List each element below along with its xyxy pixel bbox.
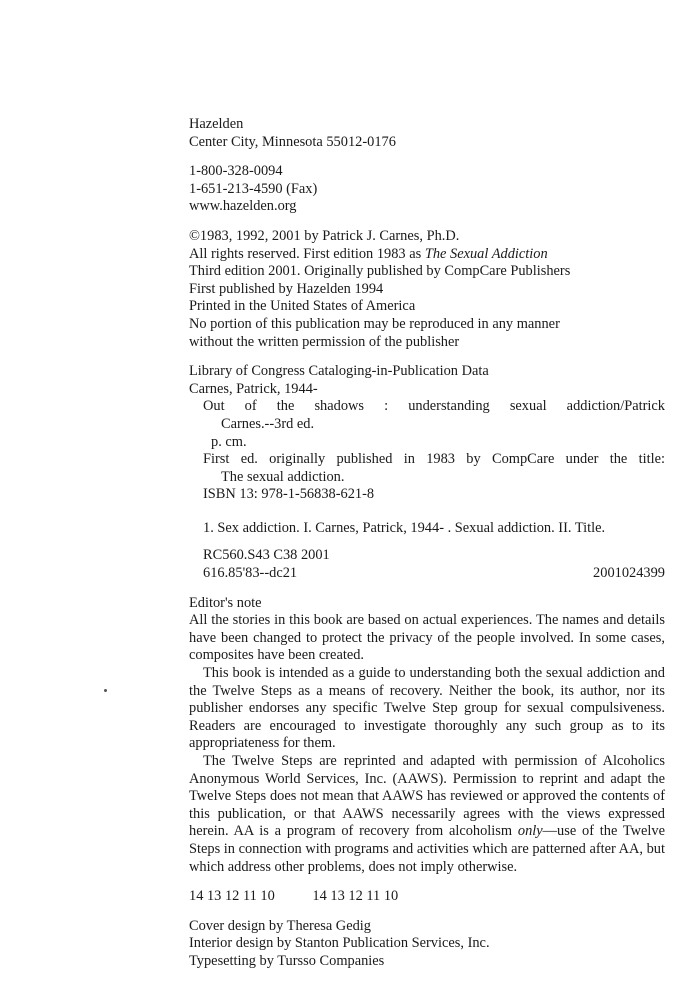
copyright-line: ©1983, 1992, 2001 by Patrick J. Carnes, Ph.D.: [189, 227, 460, 244]
cip-lccn: 2001024399: [593, 565, 665, 582]
contact-block: [189, 163, 665, 216]
publisher-fax: 1-651-213-4590 (Fax): [189, 180, 318, 197]
cip-author: Carnes, Patrick, 1944-: [189, 380, 318, 397]
printing-line-left: 14 13 12 11 10: [189, 888, 275, 905]
editors-note-para2: This book is intended as a guide to understanding both the sexual addiction and the Twelve Steps as a means of recovery. Neither the book, its author, nor its publisher endorses any specific Twelve Step group for sexual compulsiveness. Readers are encouraged to investigate thoroughly any such group as to its appropriateness for them.: [189, 665, 665, 752]
credits-block: [189, 918, 665, 971]
cip-dewey-row: [189, 565, 665, 583]
printed-line: Printed in the United States of America: [189, 298, 416, 315]
cip-heading: Library of Congress Cataloging-in-Publication Data: [189, 363, 489, 380]
cip-note-line1: First ed. originally published in 1983 by CompCare under the title:: [203, 451, 665, 468]
first-edition-title: The Sexual Addiction: [424, 245, 548, 262]
editors-note-heading: Editor's note: [189, 594, 262, 611]
interior-credit: Interior design by Stanton Publication Services, Inc.: [189, 935, 490, 952]
hazelden-line: First published by Hazelden 1994: [189, 280, 384, 297]
reproduction-line: No portion of this publication may be reproduced in any manner: [189, 315, 560, 332]
copyright-page: [189, 116, 665, 971]
copyright-block: [189, 228, 665, 351]
cover-credit: Cover design by Theresa Gedig: [189, 917, 371, 934]
stray-mark: [104, 689, 107, 692]
permission-line: without the written permission of the publisher: [189, 333, 460, 350]
typesetting-credit: Typesetting by Tursso Companies: [189, 952, 385, 969]
printing-line-right: 14 13 12 11 10: [312, 888, 399, 905]
publisher-website: www.hazelden.org: [189, 198, 297, 215]
cip-title-line2: Carnes.--3rd ed.: [221, 415, 315, 432]
cip-lc-class: RC560.S43 C38 2001: [203, 547, 330, 564]
editors-note-para3: The Twelve Steps are reprinted and adapted with permission of Alcoholics Anonymous World Services, Inc. (AAWS). Permission to reprint and adapt the Twelve Steps does not mean that AAWS has reviewed or approved the contents of this publication, or that AAWS necessarily agrees with the views expressed herein. AA is a program of recovery from alcoholism only—use of the Twelve Steps in connection with programs and activities which are patterned after AA, but which address other problems, does not imply otherwise.: [189, 753, 665, 875]
cip-block: [189, 363, 665, 583]
editors-note: [189, 595, 665, 877]
cip-dewey: 616.85'83--dc21: [203, 565, 298, 582]
cip-title-line1: Out of the shadows : understanding sexual addiction/Patrick: [203, 398, 665, 415]
publisher-block: [189, 116, 665, 151]
rights-line: All rights reserved. First edition 1983 as The Sexual Addiction: [189, 245, 548, 262]
cip-pages: p. cm.: [211, 433, 247, 450]
cip-note-line2: The sexual addiction.: [221, 468, 345, 485]
publisher-name: Hazelden: [189, 116, 244, 132]
publisher-phone: 1-800-328-0094: [189, 163, 283, 180]
editors-note-para1: All the stories in this book are based on actual experiences. The names and details have been changed to protect the privacy of the people involved. In some cases, composites have been created.: [189, 612, 665, 664]
cip-isbn: ISBN 13: 978-1-56838-621-8: [203, 486, 375, 503]
publisher-address: Center City, Minnesota 55012-0176: [189, 133, 396, 150]
edition-line: Third edition 2001. Originally published by CompCare Publishers: [189, 263, 571, 280]
emphasis-only: only: [517, 823, 543, 840]
printing-numbers: [189, 888, 665, 906]
cip-subjects: 1. Sex addiction. I. Carnes, Patrick, 1944- . Sexual addiction. II. Title.: [203, 519, 606, 536]
